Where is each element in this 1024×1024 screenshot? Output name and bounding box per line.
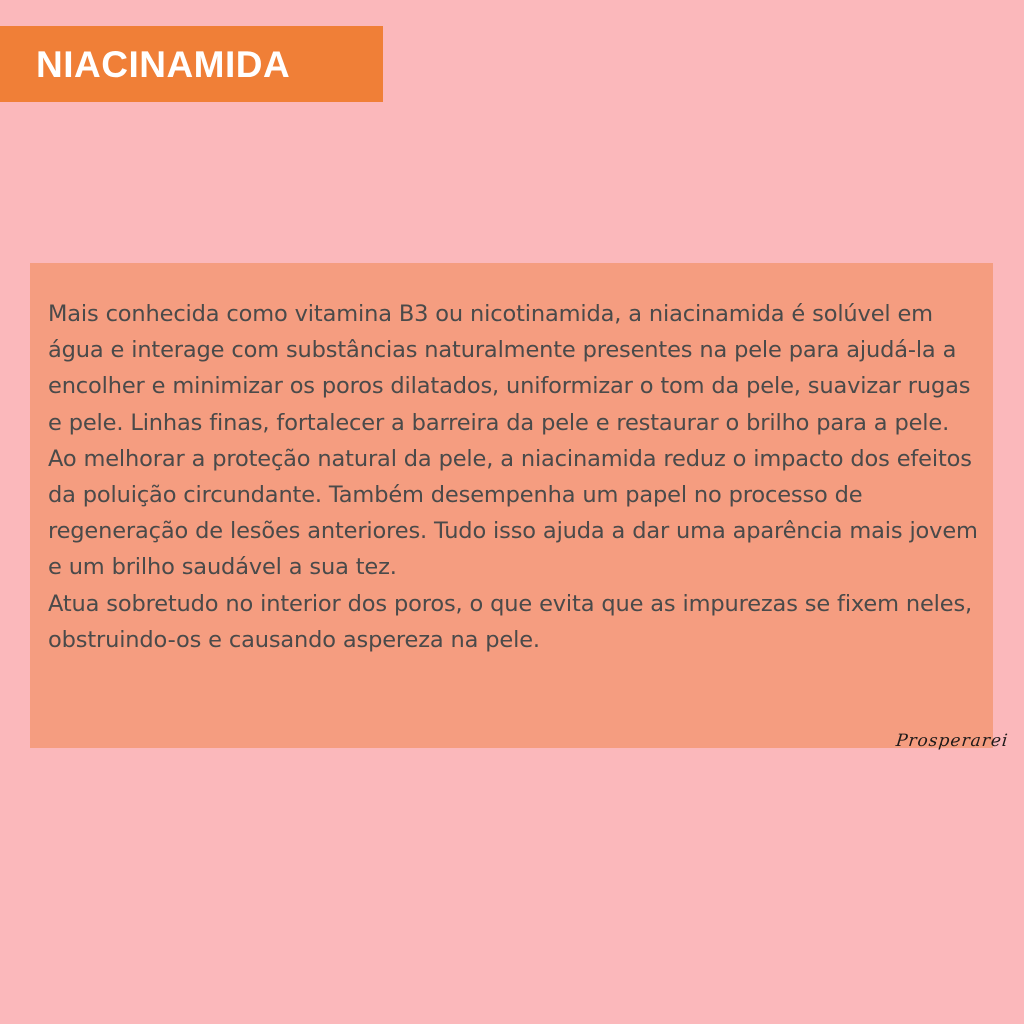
description-paragraph-3: Atua sobretudo no interior dos poros, o que evita que as impurezas se fixem neles, obstruindo-os e causando aspereza na pele.: [48, 590, 973, 653]
page-title: NIACINAMIDA: [36, 43, 291, 85]
description-box: [30, 263, 993, 748]
title-banner: [0, 26, 383, 102]
description-paragraph-2: Ao melhorar a proteção natural da pele, a niacinamida reduz o impacto dos efeitos da poluição circundante. Também desempenha um papel no processo de regeneração de lesões anteriores. Tudo isso ajuda a dar uma aparência mais jovem e um brilho saudável a sua tez.: [48, 445, 978, 581]
brand-signature: Prosperarei: [894, 731, 1010, 751]
description-paragraph-1: Mais conhecida como vitamina B3 ou nicotinamida, a niacinamida é solúvel em água e interage com substâncias naturalmente presentes na pele para ajudá-la a encolher e minimizar os poros dilatados, uniformizar o tom da pele, suavizar rugas e pele. Linhas finas, fortalecer a barreira da pele e restaurar o brilho para a pele.: [48, 301, 971, 436]
